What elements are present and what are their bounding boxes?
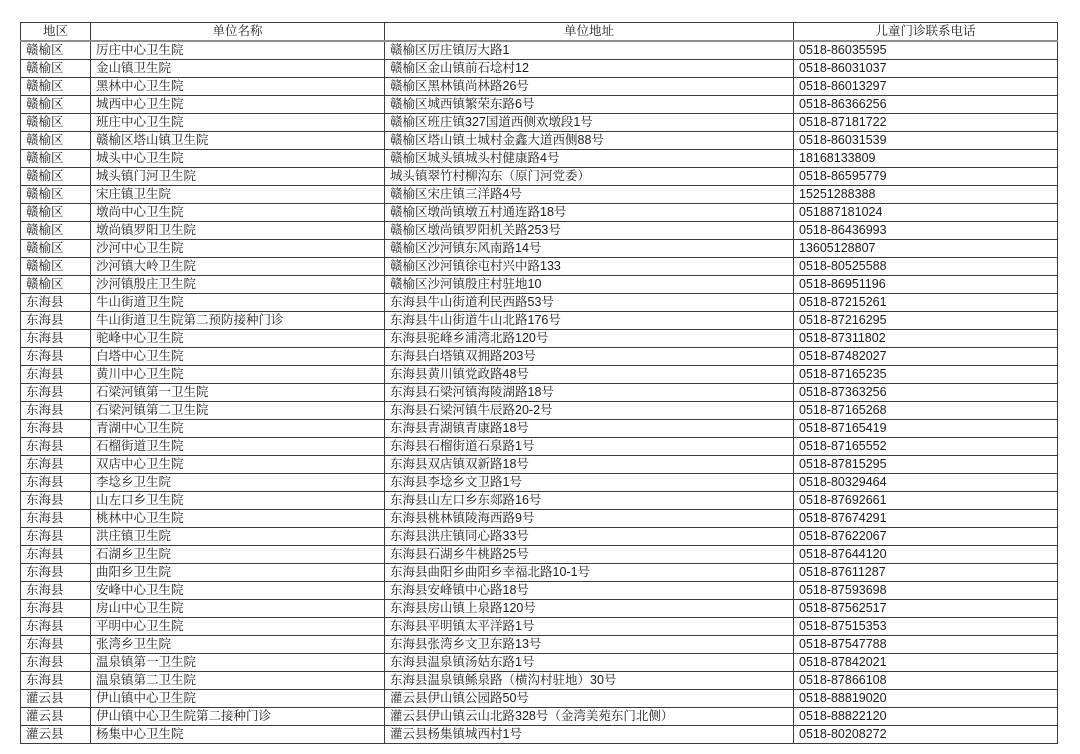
unit-address-cell: 东海县张湾乡文卫东路13号 (385, 636, 794, 654)
table-row (21, 546, 1058, 564)
header-unit-name: 单位名称 (91, 23, 385, 42)
unit-name-cell: 石梁河镇第一卫生院 (91, 384, 385, 402)
table-row (21, 492, 1058, 510)
unit-name-cell: 伊山镇中心卫生院第二接种门诊 (91, 708, 385, 726)
table-row (21, 366, 1058, 384)
unit-name-cell: 厉庄中心卫生院 (91, 41, 385, 60)
header-unit-address: 单位地址 (385, 23, 794, 42)
region-cell: 东海县 (21, 564, 91, 582)
unit-address-cell: 灌云县伊山镇公园路50号 (385, 690, 794, 708)
unit-name-cell: 驼峰中心卫生院 (91, 330, 385, 348)
phone-cell: 0518-87165552 (794, 438, 1058, 456)
unit-name-cell: 石梁河镇第二卫生院 (91, 402, 385, 420)
table-row (21, 114, 1058, 132)
table-row (21, 258, 1058, 276)
phone-cell: 051887181024 (794, 204, 1058, 222)
phone-cell: 15251288388 (794, 186, 1058, 204)
region-cell: 赣榆区 (21, 186, 91, 204)
unit-address-cell: 东海县安峰镇中心路18号 (385, 582, 794, 600)
region-cell: 东海县 (21, 438, 91, 456)
table-row (21, 384, 1058, 402)
table-row (21, 420, 1058, 438)
unit-name-cell: 桃林中心卫生院 (91, 510, 385, 528)
region-cell: 东海县 (21, 582, 91, 600)
unit-name-cell: 墩尚镇罗阳卫生院 (91, 222, 385, 240)
region-cell: 灌云县 (21, 726, 91, 744)
region-cell: 灌云县 (21, 708, 91, 726)
unit-name-cell: 房山中心卫生院 (91, 600, 385, 618)
unit-address-cell: 赣榆区宋庄镇三洋路4号 (385, 186, 794, 204)
unit-name-cell: 青湖中心卫生院 (91, 420, 385, 438)
unit-name-cell: 牛山街道卫生院 (91, 294, 385, 312)
unit-name-cell: 平明中心卫生院 (91, 618, 385, 636)
table-header (21, 23, 1058, 42)
unit-address-cell: 赣榆区沙河镇殷庄村驻地10 (385, 276, 794, 294)
unit-name-cell: 黄川中心卫生院 (91, 366, 385, 384)
phone-cell: 0518-87363256 (794, 384, 1058, 402)
unit-name-cell: 张湾乡卫生院 (91, 636, 385, 654)
unit-address-cell: 赣榆区金山镇前石埝村12 (385, 60, 794, 78)
unit-address-cell: 赣榆区沙河镇东风南路14号 (385, 240, 794, 258)
phone-cell: 0518-87622067 (794, 528, 1058, 546)
phone-cell: 0518-86013297 (794, 78, 1058, 96)
unit-name-cell: 温泉镇第一卫生院 (91, 654, 385, 672)
region-cell: 赣榆区 (21, 114, 91, 132)
unit-name-cell: 山左口乡卫生院 (91, 492, 385, 510)
unit-name-cell: 黑林中心卫生院 (91, 78, 385, 96)
phone-cell: 0518-87482027 (794, 348, 1058, 366)
unit-name-cell: 沙河镇大岭卫生院 (91, 258, 385, 276)
unit-address-cell: 东海县石榴街道石泉路1号 (385, 438, 794, 456)
unit-name-cell: 李埝乡卫生院 (91, 474, 385, 492)
unit-address-cell: 东海县温泉镇鲧泉路（横沟村驻地）30号 (385, 672, 794, 690)
unit-address-cell: 赣榆区黑林镇尚林路26号 (385, 78, 794, 96)
phone-cell: 0518-87644120 (794, 546, 1058, 564)
table-row (21, 222, 1058, 240)
region-cell: 赣榆区 (21, 258, 91, 276)
region-cell: 赣榆区 (21, 150, 91, 168)
phone-cell: 0518-86951196 (794, 276, 1058, 294)
unit-address-cell: 赣榆区厉庄镇厉大路1 (385, 41, 794, 60)
phone-cell: 0518-87165268 (794, 402, 1058, 420)
table-row (21, 78, 1058, 96)
region-cell: 东海县 (21, 420, 91, 438)
phone-cell: 0518-86031037 (794, 60, 1058, 78)
unit-name-cell: 安峰中心卫生院 (91, 582, 385, 600)
table-row (21, 348, 1058, 366)
table-row (21, 186, 1058, 204)
unit-address-cell: 东海县双店镇双新路18号 (385, 456, 794, 474)
table-row (21, 96, 1058, 114)
phone-cell: 0518-87692661 (794, 492, 1058, 510)
region-cell: 东海县 (21, 474, 91, 492)
unit-address-cell: 东海县石梁河镇海陵湖路18号 (385, 384, 794, 402)
table-row (21, 60, 1058, 78)
unit-address-cell: 东海县白塔镇双拥路203号 (385, 348, 794, 366)
phone-cell: 0518-80208272 (794, 726, 1058, 744)
unit-address-cell: 城头镇翠竹村柳沟东（原门河党委） (385, 168, 794, 186)
table-row (21, 510, 1058, 528)
phone-cell: 0518-87216295 (794, 312, 1058, 330)
phone-cell: 0518-87165419 (794, 420, 1058, 438)
region-cell: 赣榆区 (21, 41, 91, 60)
region-cell: 赣榆区 (21, 240, 91, 258)
header-region: 地区 (21, 23, 91, 42)
unit-address-cell: 赣榆区班庄镇327国道西侧欢墩段1号 (385, 114, 794, 132)
table-row (21, 726, 1058, 744)
region-cell: 东海县 (21, 402, 91, 420)
table-row (21, 564, 1058, 582)
phone-cell: 0518-87611287 (794, 564, 1058, 582)
phone-cell: 0518-87593698 (794, 582, 1058, 600)
region-cell: 东海县 (21, 366, 91, 384)
phone-cell: 0518-87311802 (794, 330, 1058, 348)
table-row (21, 240, 1058, 258)
region-cell: 赣榆区 (21, 276, 91, 294)
phone-cell: 0518-88822120 (794, 708, 1058, 726)
table-row (21, 654, 1058, 672)
unit-address-cell: 东海县黄川镇党政路48号 (385, 366, 794, 384)
unit-address-cell: 灌云县伊山镇云山北路328号（金湾美苑东门北侧） (385, 708, 794, 726)
unit-name-cell: 宋庄镇卫生院 (91, 186, 385, 204)
phone-cell: 0518-87674291 (794, 510, 1058, 528)
phone-cell: 0518-88819020 (794, 690, 1058, 708)
table-row (21, 312, 1058, 330)
phone-cell: 0518-87515353 (794, 618, 1058, 636)
region-cell: 东海县 (21, 294, 91, 312)
phone-cell: 0518-87165235 (794, 366, 1058, 384)
unit-name-cell: 金山镇卫生院 (91, 60, 385, 78)
unit-address-cell: 东海县青湖镇青康路18号 (385, 420, 794, 438)
region-cell: 灌云县 (21, 690, 91, 708)
unit-address-cell: 赣榆区沙河镇徐屯村兴中路133 (385, 258, 794, 276)
unit-address-cell: 东海县牛山街道利民西路53号 (385, 294, 794, 312)
phone-cell: 0518-87181722 (794, 114, 1058, 132)
table-row (21, 582, 1058, 600)
table-row (21, 618, 1058, 636)
header-children-clinic-phone: 儿童门诊联系电话 (794, 23, 1058, 42)
phone-cell: 0518-87842021 (794, 654, 1058, 672)
unit-address-cell: 东海县洪庄镇同心路33号 (385, 528, 794, 546)
unit-address-cell: 赣榆区塔山镇土城村金鑫大道西侧88号 (385, 132, 794, 150)
unit-name-cell: 墩尚中心卫生院 (91, 204, 385, 222)
phone-cell: 0518-87215261 (794, 294, 1058, 312)
table-body (21, 41, 1058, 744)
unit-address-cell: 赣榆区城西镇繁荣东路6号 (385, 96, 794, 114)
region-cell: 赣榆区 (21, 60, 91, 78)
unit-name-cell: 曲阳乡卫生院 (91, 564, 385, 582)
table-row (21, 672, 1058, 690)
region-cell: 东海县 (21, 456, 91, 474)
unit-address-cell: 赣榆区墩尚镇墩五村通连路18号 (385, 204, 794, 222)
unit-name-cell: 双店中心卫生院 (91, 456, 385, 474)
phone-cell: 0518-86035595 (794, 41, 1058, 60)
phone-cell: 0518-86366256 (794, 96, 1058, 114)
region-cell: 赣榆区 (21, 222, 91, 240)
unit-address-cell: 赣榆区城头镇城头村健康路4号 (385, 150, 794, 168)
phone-cell: 18168133809 (794, 150, 1058, 168)
unit-address-cell: 东海县房山镇上泉路120号 (385, 600, 794, 618)
region-cell: 赣榆区 (21, 96, 91, 114)
phone-cell: 0518-87815295 (794, 456, 1058, 474)
unit-name-cell: 班庄中心卫生院 (91, 114, 385, 132)
unit-name-cell: 城头中心卫生院 (91, 150, 385, 168)
table-row (21, 600, 1058, 618)
phone-cell: 0518-86031539 (794, 132, 1058, 150)
table-row (21, 41, 1058, 60)
table-row (21, 474, 1058, 492)
table-row (21, 528, 1058, 546)
unit-address-cell: 东海县牛山街道牛山北路176号 (385, 312, 794, 330)
table-row (21, 402, 1058, 420)
table-row (21, 294, 1058, 312)
unit-address-cell: 东海县曲阳乡曲阳乡幸福北路10-1号 (385, 564, 794, 582)
phone-cell: 13605128807 (794, 240, 1058, 258)
table-row (21, 204, 1058, 222)
unit-name-cell: 城头镇门河卫生院 (91, 168, 385, 186)
unit-address-cell: 东海县李埝乡文卫路1号 (385, 474, 794, 492)
table-row (21, 456, 1058, 474)
unit-name-cell: 温泉镇第二卫生院 (91, 672, 385, 690)
region-cell: 东海县 (21, 636, 91, 654)
region-cell: 东海县 (21, 384, 91, 402)
region-cell: 东海县 (21, 510, 91, 528)
unit-name-cell: 白塔中心卫生院 (91, 348, 385, 366)
table-row (21, 690, 1058, 708)
unit-address-cell: 东海县驼峰乡浦湾北路120号 (385, 330, 794, 348)
unit-name-cell: 城西中心卫生院 (91, 96, 385, 114)
unit-address-cell: 东海县平明镇太平洋路1号 (385, 618, 794, 636)
phone-cell: 0518-87562517 (794, 600, 1058, 618)
unit-address-cell: 东海县桃林镇陵海西路9号 (385, 510, 794, 528)
phone-cell: 0518-86436993 (794, 222, 1058, 240)
region-cell: 赣榆区 (21, 168, 91, 186)
unit-name-cell: 洪庄镇卫生院 (91, 528, 385, 546)
table-row (21, 168, 1058, 186)
unit-name-cell: 赣榆区塔山镇卫生院 (91, 132, 385, 150)
unit-address-cell: 灌云县杨集镇城西村1号 (385, 726, 794, 744)
table-row (21, 276, 1058, 294)
region-cell: 东海县 (21, 654, 91, 672)
phone-cell: 0518-87866108 (794, 672, 1058, 690)
children-clinics-contact-table (20, 22, 1058, 744)
header-row (21, 23, 1058, 42)
unit-name-cell: 石湖乡卫生院 (91, 546, 385, 564)
region-cell: 赣榆区 (21, 78, 91, 96)
table-row (21, 708, 1058, 726)
region-cell: 赣榆区 (21, 204, 91, 222)
region-cell: 东海县 (21, 348, 91, 366)
unit-address-cell: 东海县温泉镇汤姑东路1号 (385, 654, 794, 672)
unit-name-cell: 沙河镇殷庄卫生院 (91, 276, 385, 294)
region-cell: 东海县 (21, 330, 91, 348)
region-cell: 东海县 (21, 618, 91, 636)
table-row (21, 636, 1058, 654)
unit-name-cell: 杨集中心卫生院 (91, 726, 385, 744)
unit-address-cell: 赣榆区墩尚镇罗阳机关路253号 (385, 222, 794, 240)
region-cell: 东海县 (21, 312, 91, 330)
region-cell: 东海县 (21, 528, 91, 546)
unit-address-cell: 东海县石梁河镇牛辰路20-2号 (385, 402, 794, 420)
table-row (21, 150, 1058, 168)
unit-name-cell: 伊山镇中心卫生院 (91, 690, 385, 708)
phone-cell: 0518-80329464 (794, 474, 1058, 492)
phone-cell: 0518-87547788 (794, 636, 1058, 654)
table-row (21, 438, 1058, 456)
region-cell: 东海县 (21, 546, 91, 564)
table-row (21, 132, 1058, 150)
unit-address-cell: 东海县石湖乡牛桃路25号 (385, 546, 794, 564)
unit-name-cell: 沙河中心卫生院 (91, 240, 385, 258)
table-row (21, 330, 1058, 348)
unit-address-cell: 东海县山左口乡东郯路16号 (385, 492, 794, 510)
region-cell: 东海县 (21, 492, 91, 510)
phone-cell: 0518-80525588 (794, 258, 1058, 276)
region-cell: 赣榆区 (21, 132, 91, 150)
region-cell: 东海县 (21, 600, 91, 618)
unit-name-cell: 石榴街道卫生院 (91, 438, 385, 456)
region-cell: 东海县 (21, 672, 91, 690)
phone-cell: 0518-86595779 (794, 168, 1058, 186)
unit-name-cell: 牛山街道卫生院第二预防接种门诊 (91, 312, 385, 330)
